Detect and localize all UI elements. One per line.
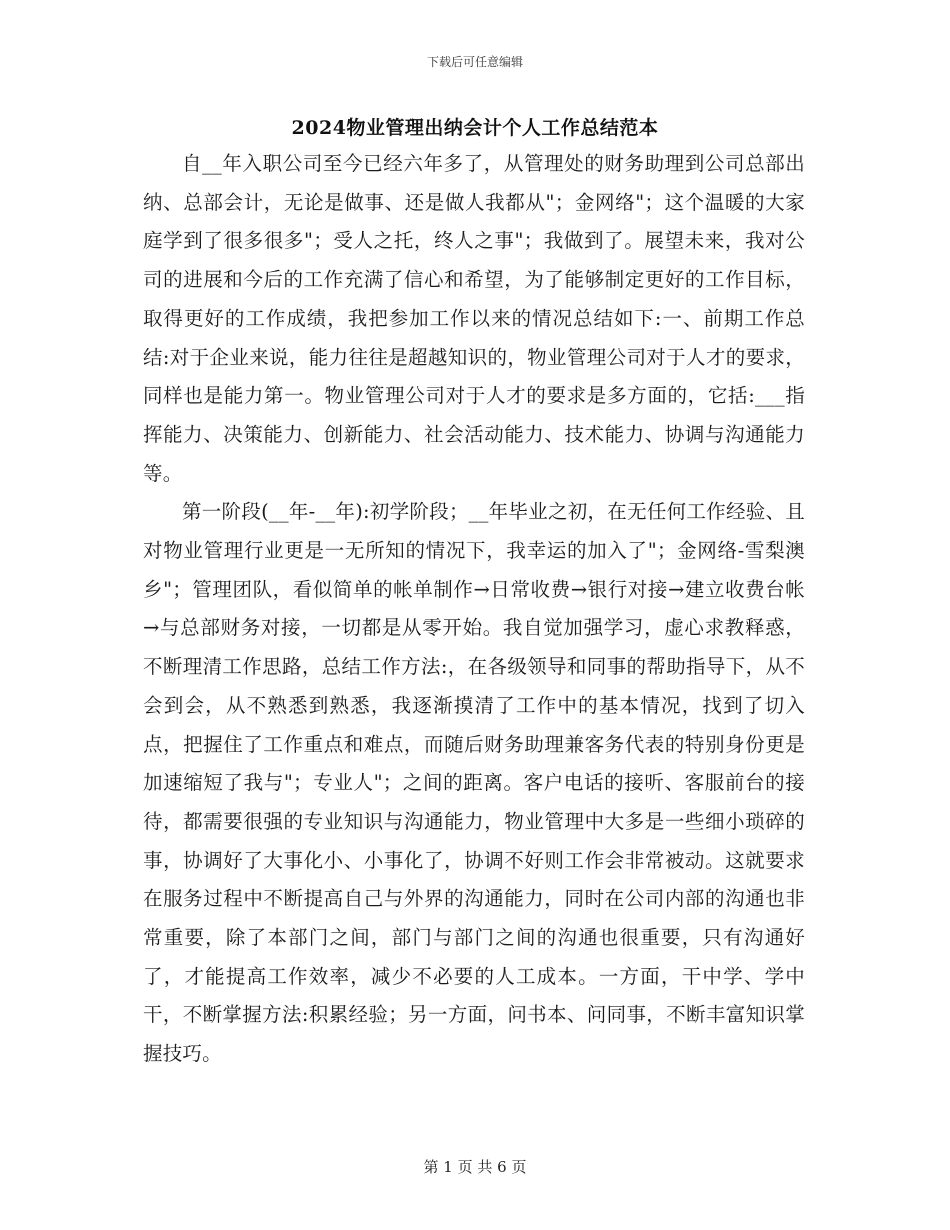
paragraph-2: 第一阶段(__年-__年):初学阶段；__年毕业之初，在无任何工作经验、且对物业管理行业更是一无所知的情况下，我幸运的加入了"；金网络-雪梨澳乡"；管理团队，看似简单的帐单制作→日常收费→银行对接→建立收费台帐→与总部财务对接，一切都是从零开始。我自觉加强学习，虚心求教释惑，不断理清工作思路，总结工作方法:，在各级领导和同事的帮助指导下，从不会到会，从不熟悉到熟悉，我逐渐摸清了工作中的基本情况，找到了切入点，把握住了工作重点和难点，而随后财务助理兼客务代表的特别身份更是加速缩短了我与"；专业人"；之间的距离。客户电话的接听、客服前台的接待，都需要很强的专业知识与沟通能力，物业管理中大多是一些细小琐碎的事，协调好了大事化小、小事化了，协调不好则工作会非常被动。这就要求在服务过程中不断提高自己与外界的沟通能力，同时在公司内部的沟通也非常重要，除了本部门之间，部门与部门之间的沟通也很重要，只有沟通好了，才能提高工作效率，减少不必要的人工成本。一方面，干中学、学中干，不断掌握方法:积累经验；另一方面，问书本、问同事，不断丰富知识掌握技巧。 <box>143 500 805 1066</box>
document-body <box>143 145 805 1074</box>
header-note: 下载后可任意编辑 <box>426 55 523 69</box>
document-title: 2024物业管理出纳会计个人工作总结范本 <box>291 117 659 139</box>
page-number: 第 1 页 共 6 页 <box>423 1158 527 1176</box>
paragraph-1: 自__年入职公司至今已经六年多了，从管理处的财务助理到公司总部出纳、总部会计，无论是做事、还是做人我都从"；金网络"；这个温暖的大家庭学到了很多很多"；受人之托，终人之事"；我做到了。展望未来，我对公司的进展和今后的工作充满了信心和希望，为了能够制定更好的工作目标，取得更好的工作成绩，我把参加工作以来的情况总结如下:一、前期工作总结:对于企业来说，能力往往是超越知识的，物业管理公司对于人才的要求，同样也是能力第一。物业管理公司对于人才的要求是多方面的，它括:___指挥能力、决策能力、创新能力、社会活动能力、技术能力、协调与沟通能力等。 <box>143 152 805 485</box>
